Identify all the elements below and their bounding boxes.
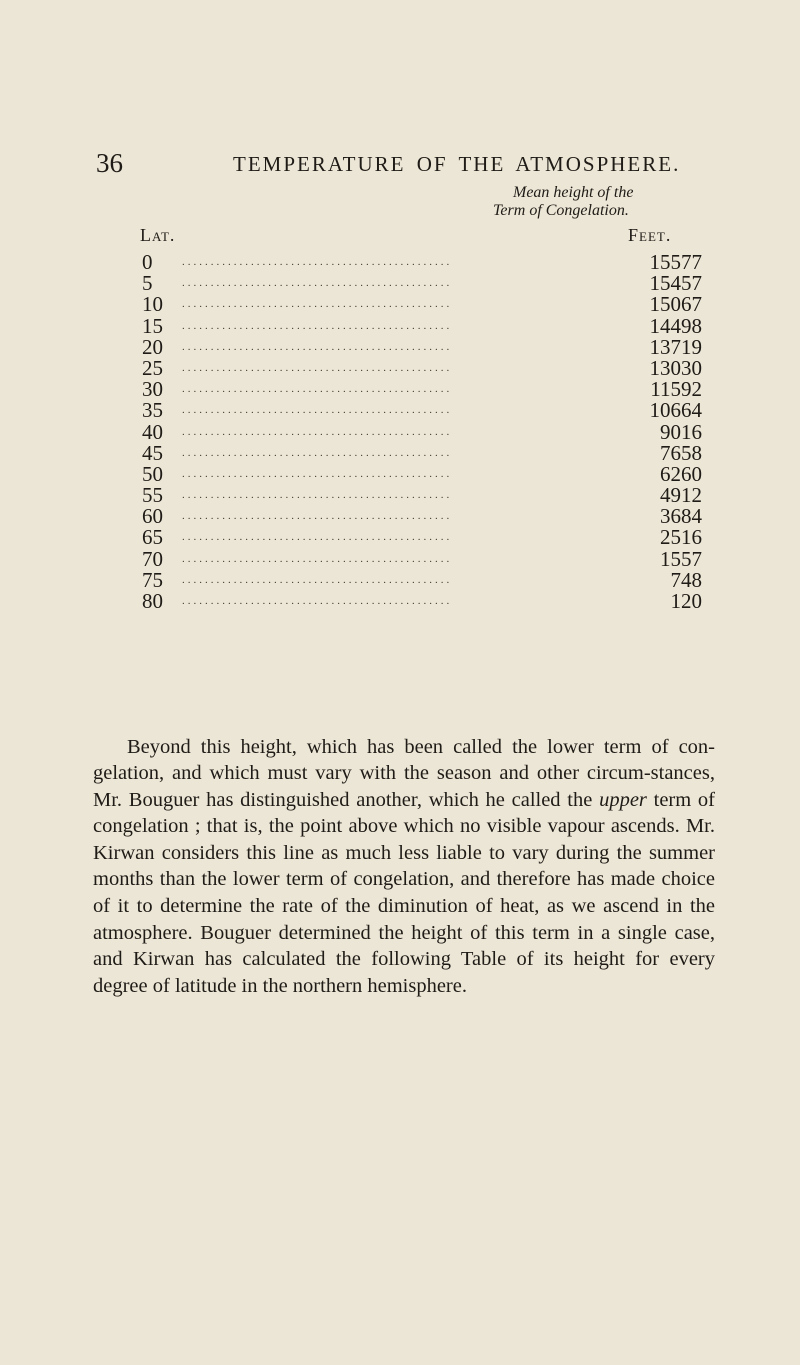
latitude-value: 80 [142,589,163,613]
body-text-part-1: Beyond this height, which has been called the lower term of con-gelation, and which must vary with the season and other circum-stances, Mr. Bouguer has distinguished another, which he called the [93,735,715,811]
table-row [142,567,702,592]
latitude-value: 15 [142,313,163,338]
table-row [142,379,702,400]
latitude-value: 45 [142,440,163,465]
caption-line-1: Mean height of the [513,184,634,201]
latitude-value: 35 [142,398,163,423]
height-feet-value: 13030 [649,355,702,380]
height-feet-value: 9016 [660,419,702,444]
table-row [142,294,702,315]
dot-leader: ............................................... [182,383,453,396]
latitude-value: 55 [142,483,163,508]
body-text-part-2: term of congelation ; that is, the point above which no visible vapour ascends. Mr. Kirwan considers this line as much less liable to vary during the summer months than the lower term of congelation, and therefore has made choice of it to determine the rate of the diminution of heat, as we ascend in the atmosphere. Bouguer determined the height of this term in a single case, and Kirwan has calculated the following Table of its height for every degree of latitude in the northern hemisphere. [93,788,715,997]
latitude-value: 70 [142,546,163,571]
body-emphasis: upper [599,788,647,811]
latitude-value: 75 [142,567,163,592]
table-row [142,334,702,359]
height-feet-value: 13719 [649,334,702,359]
dot-leader: ............................................... [182,425,453,438]
page-header [0,148,800,184]
latitude-value: 30 [142,377,163,402]
latitude-value: 40 [142,419,163,444]
latitude-value: 50 [142,461,163,486]
height-feet-value: 15457 [649,271,702,296]
dot-leader: ............................................... [182,489,453,502]
table-row [142,440,702,465]
dot-leader: ............................................... [182,298,453,311]
congelation-table [142,252,702,612]
table-row [142,419,702,444]
latitude-value: 20 [142,334,163,359]
dot-leader: ............................................... [182,595,453,607]
table-row [142,313,702,338]
height-feet-value: 6260 [660,461,702,486]
height-feet-value: 120 [670,589,702,613]
dot-leader: ............................................... [182,340,453,353]
caption-line-2: Term of Congelation. [493,202,629,219]
latitude-value: 65 [142,525,163,550]
table-row [142,461,702,486]
table-row [142,400,702,421]
height-feet-value: 14498 [649,313,702,338]
height-feet-value: 4912 [660,483,702,508]
latitude-column-header: Lat. [140,225,176,245]
height-feet-value: 11592 [650,377,702,402]
height-feet-value: 2516 [660,525,702,550]
table-row [142,273,702,294]
page-number: 36 [96,148,123,178]
body-paragraph [93,734,715,1000]
dot-leader: ............................................... [182,256,453,268]
column-caption [493,184,693,220]
height-feet-value: 10664 [649,398,702,423]
dot-leader: ............................................... [182,531,453,544]
dot-leader: ............................................... [182,319,453,332]
height-feet-value: 15577 [649,250,702,274]
height-feet-value: 1557 [660,546,702,571]
table-row [142,591,702,612]
height-feet-value: 7658 [660,440,702,465]
dot-leader: ............................................... [182,510,453,523]
table-row [142,355,702,380]
table-row [142,546,702,571]
table-row [142,252,702,273]
height-feet-value: 3684 [660,504,702,529]
latitude-value: 5 [142,271,153,296]
height-feet-value: 748 [670,567,702,592]
dot-leader: ............................................... [182,277,453,290]
table-row [142,485,702,506]
running-title: TEMPERATURE OF THE ATMOSPHERE. [233,152,681,176]
height-feet-value: 15067 [649,292,702,317]
latitude-value: 25 [142,355,163,380]
dot-leader: ............................................... [182,467,453,480]
latitude-value: 10 [142,292,163,317]
feet-column-header: Feet. [628,225,672,245]
dot-leader: ............................................... [182,446,453,459]
dot-leader: ............................................... [182,552,453,565]
latitude-value: 0 [142,250,153,274]
dot-leader: ............................................... [182,573,453,586]
table-row [142,527,702,548]
table-row [142,506,702,527]
table-header [0,225,800,249]
latitude-value: 60 [142,504,163,529]
dot-leader: ............................................... [182,361,453,374]
dot-leader: ............................................... [182,404,453,417]
